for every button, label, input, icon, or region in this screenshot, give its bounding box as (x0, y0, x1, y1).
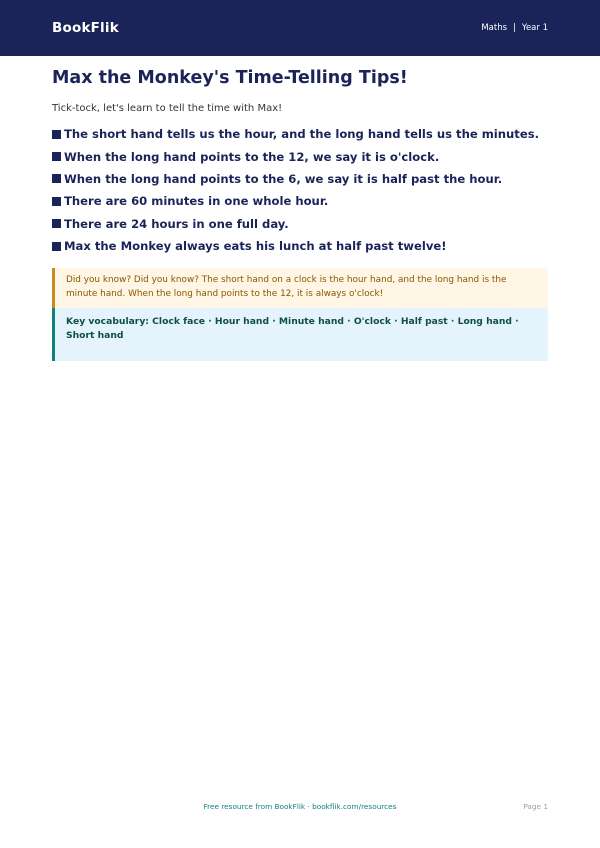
square-bullet-icon (52, 197, 61, 206)
brand-logo[interactable]: BookFlik (52, 20, 119, 36)
year-label: Year 1 (521, 23, 548, 33)
tip-text: When the long hand points to the 6, we say it is half past the hour. (64, 171, 503, 186)
tip-text: Max the Monkey always eats his lunch at half past twelve! (64, 239, 447, 254)
page-header (0, 0, 600, 56)
subject-label: Maths (481, 23, 508, 33)
footer-resource-link[interactable]: Free resource from BookFlik · bookflik.com/resources (203, 802, 397, 811)
vocab-text: Key vocabulary: Clock face · Hour hand · Minute hand · O'clock · Half past · Long hand · Short hand (66, 316, 519, 342)
tip-text: There are 60 minutes in one whole hour. (64, 194, 329, 209)
square-bullet-icon (52, 152, 61, 161)
meta-separator: | (513, 23, 516, 33)
tips-list (52, 123, 548, 257)
main-content (0, 67, 600, 361)
tip-item (52, 213, 548, 235)
tip-item (52, 235, 548, 257)
tip-item (52, 190, 548, 212)
did-you-know-callout (52, 268, 548, 308)
page-footer (0, 802, 600, 814)
header-meta (481, 23, 548, 33)
tip-text: There are 24 hours in one full day. (64, 216, 289, 231)
key-vocabulary-box (52, 308, 548, 361)
tip-item (52, 145, 548, 167)
square-bullet-icon (52, 130, 61, 139)
square-bullet-icon (52, 242, 61, 251)
square-bullet-icon (52, 174, 61, 183)
page-number: Page 1 (523, 802, 548, 811)
tip-item (52, 168, 548, 190)
intro-text: Tick-tock, let's learn to tell the time with Max! (52, 103, 283, 114)
page-title: Max the Monkey's Time-Telling Tips! (52, 68, 408, 88)
tip-text: When the long hand points to the 12, we say it is o'clock. (64, 149, 440, 164)
tip-text: The short hand tells us the hour, and the long hand tells us the minutes. (64, 127, 539, 142)
tip-item (52, 123, 548, 145)
callout-text: Did you know? Did you know? The short hand on a clock is the hour hand, and the long hand is the minute hand. When the long hand points to the 12, it is always o'clock! (66, 275, 507, 300)
square-bullet-icon (52, 219, 61, 228)
